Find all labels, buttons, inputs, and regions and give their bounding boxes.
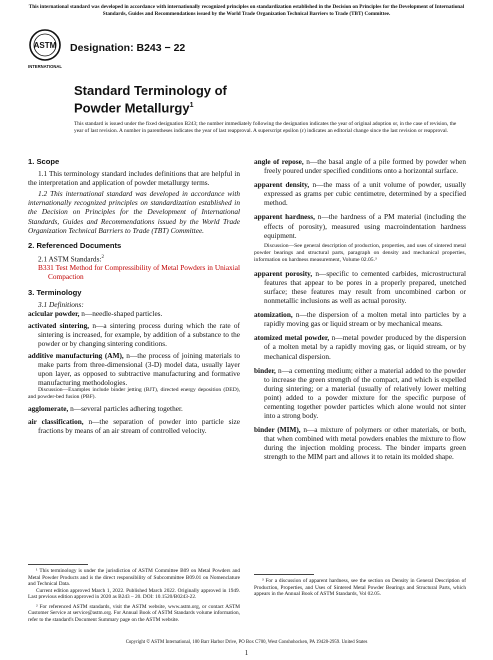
def-agglomerate xyxy=(28,404,240,413)
left-column xyxy=(28,157,240,435)
body-additive-manufacturing: n—the process of joining materials to make parts from three-dimensional (3-D) model data, usually layer upon layer, as opposed to subtractive manufacturing and formative manufacturing methodologies. xyxy=(38,351,240,388)
body-binder: n—a cementing medium; either a material added to the powder to increase the green strength of the compact, and which is expelled during sintering; or a material (usually of relatively lower melting point) added to a powder mixture for the specific purpose of cementing together powder particles which alone would not sinter into a strong body. xyxy=(264,365,466,421)
term-acicular-powder: acicular powder, xyxy=(28,308,80,318)
para-1-1: 1.1 This terminology standard includes definitions that are helpful in the interpretation and application of powder metallurgy terms. xyxy=(28,169,240,188)
svg-text:INTERNATIONAL: INTERNATIONAL xyxy=(28,64,62,69)
def-binder-mim xyxy=(254,425,466,461)
term-agglomerate: agglomerate, xyxy=(28,404,69,414)
term-air-classification: air classification, xyxy=(28,416,84,426)
note-apparent-hardness: Discussion—See general description of production, properties, and uses of sintered metal powder bearings and structural parts, paragraph on density and mechanical properties, information on hardness measurement, Volume 02.05.³ xyxy=(254,242,466,263)
def-binder xyxy=(254,366,466,421)
section-referenced-docs-heading: 2. Referenced Documents xyxy=(28,240,122,250)
left-footnotes xyxy=(28,568,240,623)
body-atomized-metal-powder: n—metal powder produced by the dispersion of a molten metal by a rapidly moving gas, or liquid stream, or by mechanical dispersion. xyxy=(264,333,466,361)
def-atomized-metal-powder xyxy=(254,333,466,360)
def-apparent-hardness xyxy=(254,212,466,239)
para-3-1: 3.1 Definitions: xyxy=(38,299,84,309)
astm-logo xyxy=(28,28,62,72)
term-atomized-metal-powder: atomized metal powder, xyxy=(254,333,330,343)
body-atomization: n—the dispersion of a molten metal into particles by a rapidly moving gas or liquid stream or by mechanical means. xyxy=(264,310,466,329)
tbt-notice: This international standard was developed in accordance with internationally recognized principles on standardization established in the Decision on Principles for the Development of International Standards, Guides and Recommendations issued by the World Trade Organization Technical Barriers to Trade (TBT) Committee. xyxy=(28,4,465,17)
title-line-1: Standard Terminology of xyxy=(74,83,227,98)
right-footnote-rule xyxy=(254,574,314,575)
footnote-3: ³ For a discussion of apparent hardness, see the section on Density in General Description of Production, Properties, and Uses of Sintered Metal Powder Bearings and Structural Parts, which appears in the Annual Book of ASTM Standards, Vol 02.05. xyxy=(254,578,466,597)
def-apparent-porosity xyxy=(254,269,466,305)
body-activated-sintering: n—a sintering process during which the rate of sintering is increased, for example, by addition of a substance to the powder or by changing sintering conditions. xyxy=(38,320,240,349)
def-atomization xyxy=(254,310,466,328)
term-apparent-porosity: apparent porosity, xyxy=(254,268,313,278)
para-2-1 xyxy=(28,253,240,264)
title-line-2: Powder Metallurgy xyxy=(74,100,190,116)
note-additive-manufacturing: Discussion—Examples include binder jetting (BJT), directed energy deposition (DED), and powder-bed fusion (PBF). xyxy=(28,387,240,401)
def-activated-sintering xyxy=(28,321,240,348)
body-air-classification: n—the separation of powder into particle size fractions by means of an air stream of controlled velocity. xyxy=(38,416,241,435)
term-binder-mim: binder (MIM), xyxy=(254,425,301,435)
def-angle-of-repose xyxy=(254,157,466,175)
footnote-1-edition: Current edition approved March 1, 2022. Published March 2022. Originally approved in 1949. Last previous edition approved in 2020 as B243 – 20. DOI: 10.1520/B0243-22. xyxy=(28,587,240,600)
page-title xyxy=(74,83,227,115)
def-additive-manufacturing xyxy=(28,351,240,387)
body-acicular-powder: n—needle-shaped particles. xyxy=(79,308,163,318)
term-additive-manufacturing: additive manufacturing (AM), xyxy=(28,351,124,361)
def-apparent-density xyxy=(254,180,466,207)
body-binder-mim: n—a mixture of polymers or other materials, or both, that when combined with metal powders enables the mixture to flow during the injection molding process. The binder imparts green strength to the MIM part and allows it to retain its molded shape. xyxy=(264,425,467,462)
footnote-1: ¹ This terminology is under the jurisdiction of ASTM Committee B09 on Metal Powders and Metal Powder Products and is the direct responsibility of Subcommittee B09.01 on Nomenclature and Technical Data. xyxy=(28,568,240,587)
def-acicular-powder xyxy=(28,309,240,318)
title-footnote-mark: 1 xyxy=(189,102,194,109)
section-terminology-heading: 3. Terminology xyxy=(28,287,82,297)
body-apparent-porosity: n—specific to cemented carbides, microstructural features that appear to be pores in a properly prepared, unetched surface; these features may result from uncombined carbon or nonmetallic inclusions as well as actual porosity. xyxy=(264,268,466,306)
ref-b331[interactable] xyxy=(28,263,240,281)
issue-note: This standard is issued under the fixed designation B243; the number immediately following the designation indicates the year of original adoption or, in the case of revision, the year of last revision. A number in parentheses indicates the year of last reapproval. A superscript epsilon (ε) indicates an editorial change since the last revision or reapproval. xyxy=(74,121,457,134)
svg-text:ASTM: ASTM xyxy=(33,41,57,50)
term-angle-of-repose: angle of repose, xyxy=(254,157,304,166)
designation: Designation: B243 − 22 xyxy=(70,42,186,54)
term-apparent-density: apparent density, xyxy=(254,180,310,190)
term-atomization: atomization, xyxy=(254,310,293,320)
term-apparent-hardness: apparent hardness, xyxy=(254,212,315,222)
right-column xyxy=(254,157,466,462)
footnote-2: ² For referenced ASTM standards, visit the ASTM website, www.astm.org, or contact ASTM Customer Service at service@astm.org. For Annual Book of ASTM Standards volume information, refer to the standard's Document Summary page on the ASTM website. xyxy=(28,603,240,623)
def-air-classification xyxy=(28,417,240,435)
section-scope-heading: 1. Scope xyxy=(28,157,60,166)
body-agglomerate: n—several particles adhering together. xyxy=(68,404,183,414)
term-binder: binder, xyxy=(254,365,276,375)
para-1-2: 1.2 This international standard was developed in accordance with internationally recognized principles on standardization established in the Decision on Principles for the Development of International Standards, Guides and Recommendations issued by the World Trade Organization Technical Barriers to Trade (TBT) Committee. xyxy=(28,189,240,235)
body-apparent-hardness: n—the hardness of a PM material (including the effects of porosity), measured using macroindentation hardness equipment. xyxy=(264,212,466,240)
ref-b331-code[interactable]: B331 xyxy=(38,263,54,273)
page-number: 1 xyxy=(244,649,249,657)
ref-b331-title[interactable]: Test Method for Compressibility of Metal Powders in Uniaxial Compaction xyxy=(48,263,240,282)
right-footnotes xyxy=(254,578,466,598)
copyright-line: Copyright © ASTM International, 100 Barr Harbor Drive, PO Box C700, West Conshohocken, PA 19428-2959. United States xyxy=(125,640,368,645)
para-2-1-text: 2.1 ASTM Standards: xyxy=(38,254,102,264)
body-apparent-density: n—the mass of a unit volume of powder, usually expressed as grams per cubic centimetre, determined by a specified method. xyxy=(264,180,467,208)
left-footnote-rule xyxy=(28,564,88,565)
term-activated-sintering: activated sintering, xyxy=(28,320,90,330)
para-2-1-mark: 2 xyxy=(101,254,104,260)
body-angle-of-repose: n—the basal angle of a pile formed by powder when freely poured under specified conditions onto a horizontal surface. xyxy=(264,157,466,176)
